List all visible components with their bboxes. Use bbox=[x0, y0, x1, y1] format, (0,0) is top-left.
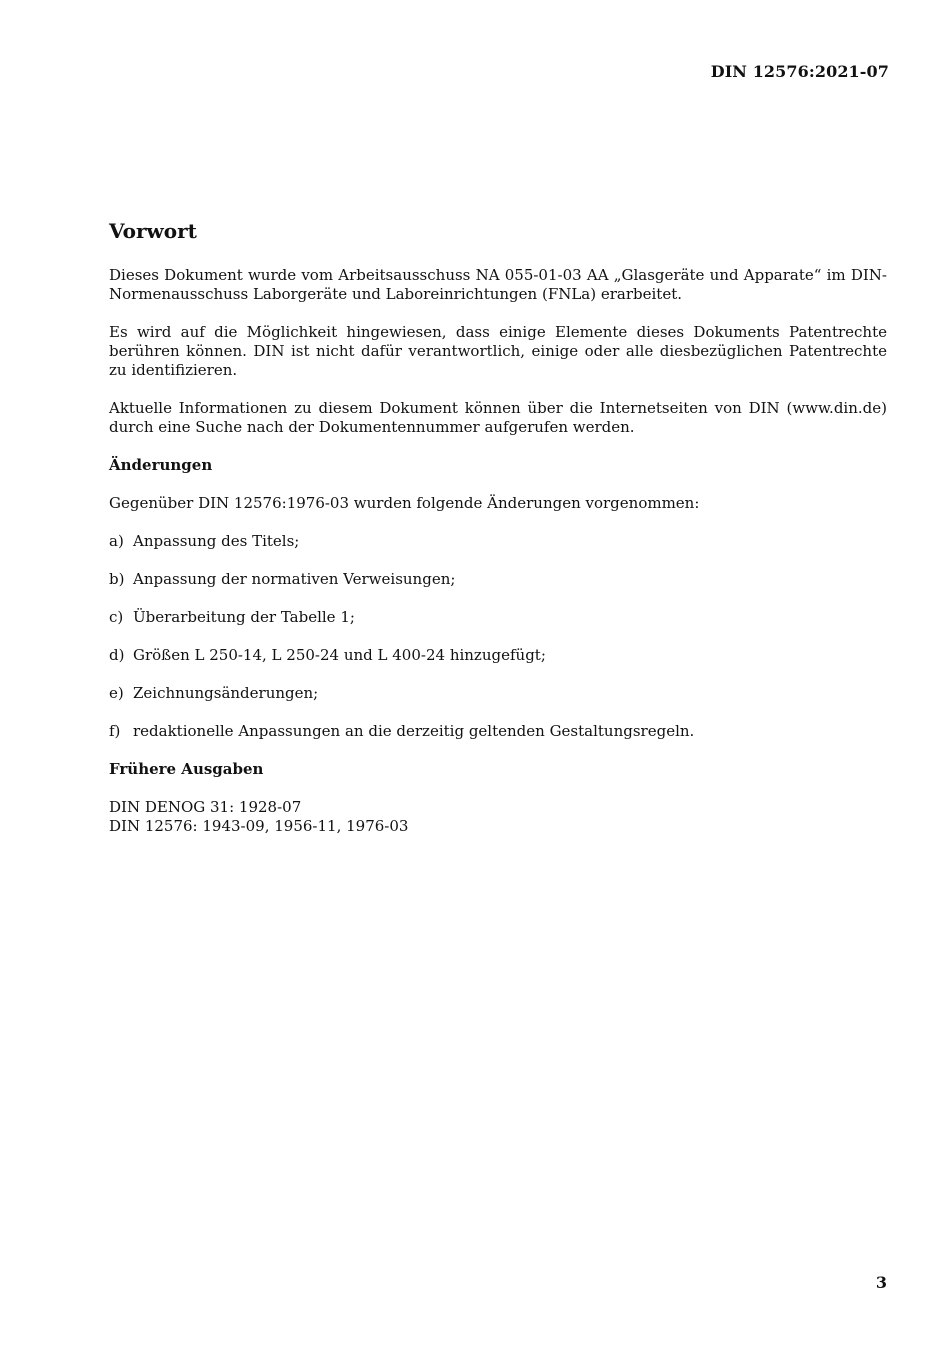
list-item bbox=[109, 646, 887, 665]
edition-line: DIN 12576: 1943-09, 1956-11, 1976-03 bbox=[109, 817, 409, 835]
document-id: DIN 12576:2021-07 bbox=[710, 62, 889, 81]
foreword-paragraph: Dieses Dokument wurde vom Arbeitsausschuss NA 055-01-03 AA „Glasgeräte und Apparate“ im DIN-Normenausschuss Laborgeräte und Laboreinrichtungen (FNLa) erarbeitet. bbox=[109, 266, 887, 303]
document-body bbox=[109, 218, 887, 836]
edition-line: DIN DENOG 31: 1928-07 bbox=[109, 798, 302, 816]
list-item-text: Zeichnungsänderungen; bbox=[133, 684, 319, 702]
previous-editions bbox=[109, 798, 887, 836]
list-marker: f) bbox=[109, 722, 121, 740]
list-item bbox=[109, 608, 887, 627]
list-marker: e) bbox=[109, 684, 124, 702]
list-item-text: Größen L 250-14, L 250-24 und L 400-24 hinzugefügt; bbox=[133, 646, 546, 664]
list-item bbox=[109, 532, 887, 551]
page-number: 3 bbox=[875, 1273, 887, 1292]
previous-editions-title: Frühere Ausgaben bbox=[109, 760, 264, 778]
changes-list bbox=[109, 532, 887, 741]
list-marker: a) bbox=[109, 532, 124, 550]
list-item-text: Überarbeitung der Tabelle 1; bbox=[133, 608, 355, 626]
list-item-text: Anpassung der normativen Verweisungen; bbox=[133, 570, 456, 588]
list-item-text: redaktionelle Anpassungen an die derzeitig geltenden Gestaltungsregeln. bbox=[133, 722, 695, 740]
list-item-text: Anpassung des Titels; bbox=[133, 532, 300, 550]
changes-title: Änderungen bbox=[109, 456, 213, 474]
list-item bbox=[109, 684, 887, 703]
list-item bbox=[109, 570, 887, 589]
list-marker: d) bbox=[109, 646, 125, 664]
list-marker: c) bbox=[109, 608, 124, 626]
foreword-paragraph: Es wird auf die Möglichkeit hingewiesen, dass einige Elemente dieses Dokuments Patentrechte berühren können. DIN ist nicht dafür verantwortlich, einige oder alle diesbezüglichen Patentrechte zu identifizieren. bbox=[109, 323, 887, 379]
foreword-paragraph: Aktuelle Informationen zu diesem Dokument können über die Internetseiten von DIN (www.din.de) durch eine Suche nach der Dokumentennummer aufgerufen werden. bbox=[109, 399, 887, 436]
changes-intro: Gegenüber DIN 12576:1976-03 wurden folgende Änderungen vorgenommen: bbox=[109, 494, 700, 512]
foreword-title: Vorwort bbox=[109, 219, 197, 243]
list-marker: b) bbox=[109, 570, 125, 588]
list-item bbox=[109, 722, 887, 741]
